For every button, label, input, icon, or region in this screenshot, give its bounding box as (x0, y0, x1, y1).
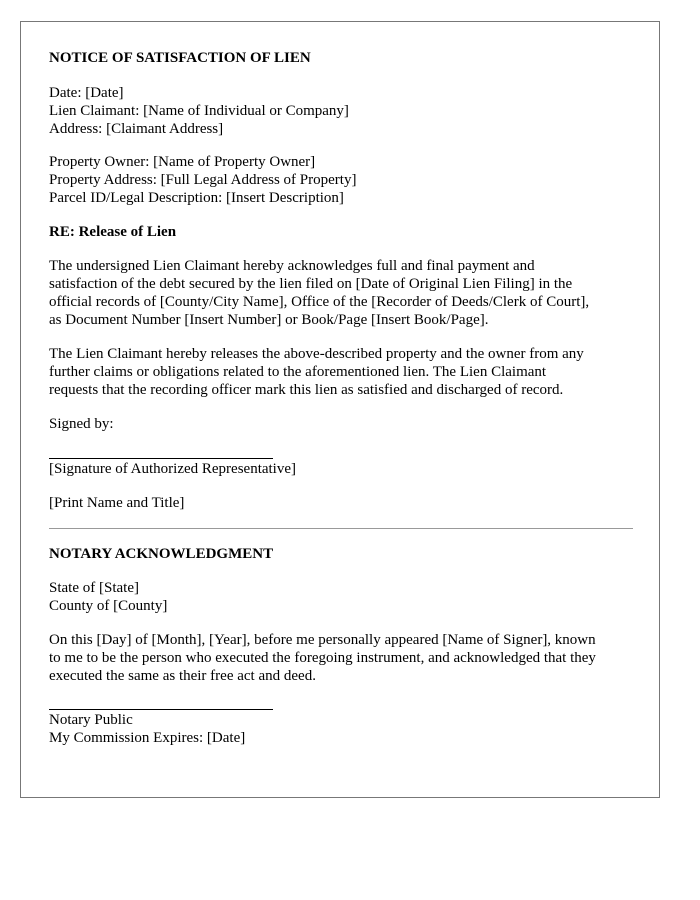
property-owner-line: Property Owner: [Name of Property Owner] (49, 154, 316, 170)
paragraph-line: official records of [County/City Name], Office of the [Recorder of Deeds/Clerk of Court], (49, 294, 590, 310)
signature-line (49, 458, 273, 459)
print-name-label: [Print Name and Title] (49, 495, 185, 511)
property-address-line: Property Address: [Full Legal Address of Property] (49, 172, 357, 188)
parcel-line: Parcel ID/Legal Description: [Insert Description] (49, 190, 344, 206)
paragraph-line: executed the same as their free act and deed. (49, 668, 316, 684)
paragraph-line: to me to be the person who executed the foregoing instrument, and acknowledged that they (49, 650, 596, 666)
discharge-paragraph (49, 345, 631, 399)
claimant-line: Lien Claimant: [Name of Individual or Company] (49, 103, 349, 119)
paragraph-line: further claims or obligations related to the aforementioned lien. The Lien Claimant (49, 364, 547, 380)
date-line: Date: [Date] (49, 85, 124, 101)
notary-public-label: Notary Public (49, 712, 133, 728)
paragraph-line: On this [Day] of [Month], [Year], before me personally appeared [Name of Signer], known (49, 632, 596, 648)
signature-label: [Signature of Authorized Representative] (49, 461, 297, 477)
re-heading: RE: Release of Lien (49, 224, 177, 240)
release-paragraph (49, 257, 631, 329)
document-title: NOTICE OF SATISFACTION OF LIEN (49, 50, 311, 66)
paragraph-line: requests that the recording officer mark this lien as satisfied and discharged of record. (49, 382, 564, 398)
paragraph-line: The undersigned Lien Claimant hereby acknowledges full and final payment and (49, 258, 535, 274)
document-page (20, 21, 660, 798)
notary-heading: NOTARY ACKNOWLEDGMENT (49, 546, 274, 562)
notary-signature-line (49, 709, 273, 710)
claimant-address-line: Address: [Claimant Address] (49, 121, 224, 137)
notary-state-line: State of [State] (49, 580, 139, 596)
paragraph-line: as Document Number [Insert Number] or Book/Page [Insert Book/Page]. (49, 312, 489, 328)
paragraph-line: The Lien Claimant hereby releases the above-described property and the owner from any (49, 346, 584, 362)
notary-paragraph (49, 631, 631, 685)
signed-by-label: Signed by: (49, 416, 114, 432)
paragraph-line: satisfaction of the debt secured by the lien filed on [Date of Original Lien Filing] in the (49, 276, 573, 292)
commission-expires-line: My Commission Expires: [Date] (49, 730, 246, 746)
notary-county-line: County of [County] (49, 598, 168, 614)
